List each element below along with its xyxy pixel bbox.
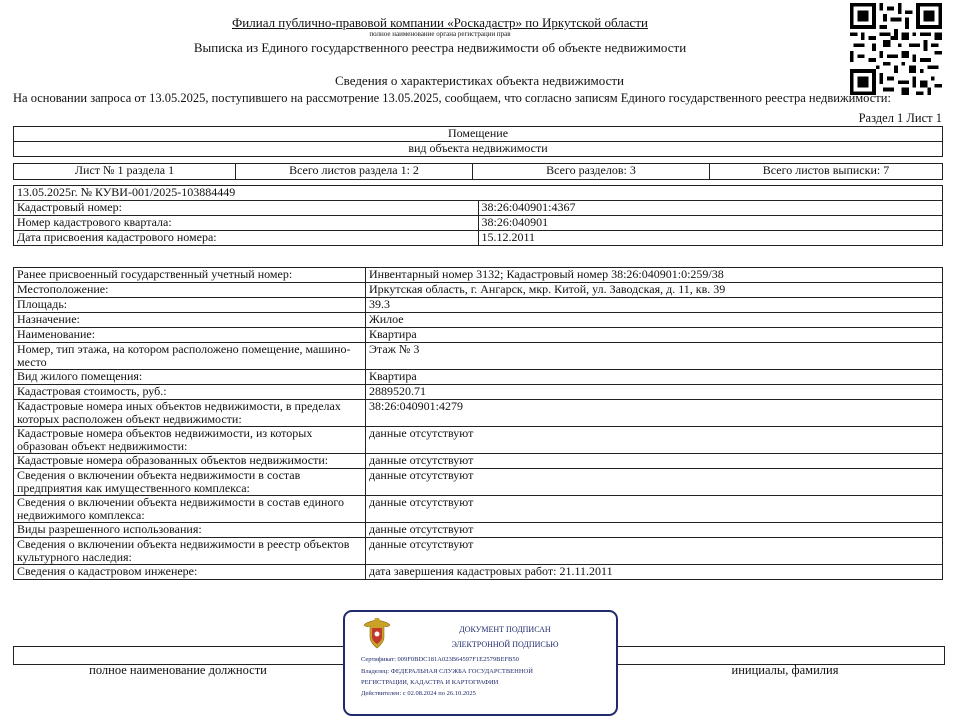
row-value: данные отсутствуют <box>366 538 943 565</box>
row-label: Номер, тип этажа, на котором расположено помещение, машино-место <box>14 343 366 370</box>
row-label: Ранее присвоенный государственный учетный номер: <box>14 268 366 283</box>
table-row <box>14 313 943 328</box>
table-row <box>14 231 943 246</box>
position-caption: полное наименование должности <box>89 663 267 677</box>
row-value: данные отсутствуют <box>366 523 943 538</box>
table-row <box>14 538 943 565</box>
row-label: Сведения о кадастровом инженере: <box>14 565 366 580</box>
stamp-subtitle: ЭЛЕКТРОННОЙ ПОДПИСЬЮ <box>451 640 559 649</box>
row-label: Назначение: <box>14 313 366 328</box>
table-row <box>14 565 943 580</box>
row-label: Местоположение: <box>14 283 366 298</box>
organization-name: Филиал публично-правовой компании «Роскадастр» по Иркутской области <box>232 15 648 30</box>
sheets-table <box>13 163 943 180</box>
row-label: Кадастровые номера объектов недвижимости, из которых образован объект недвижимости: <box>14 427 366 454</box>
stamp-owner-line2: РЕГИСТРАЦИИ, КАДАСТРА И КАРТОГРАФИИ <box>361 679 499 686</box>
total-section-sheets: Всего листов раздела 1: 2 <box>236 164 473 180</box>
row-value: 38:26:040901 <box>478 216 943 231</box>
row-label: Вид жилого помещения: <box>14 370 366 385</box>
table-row <box>14 454 943 469</box>
row-value: 38:26:040901:4367 <box>478 201 943 216</box>
table-row <box>14 370 943 385</box>
row-value: Квартира <box>366 328 943 343</box>
row-value: Этаж № 3 <box>366 343 943 370</box>
row-label: Сведения о включении объекта недвижимости в реестр объектов культурного наследия: <box>14 538 366 565</box>
row-value: данные отсутствуют <box>366 427 943 454</box>
stamp-title: ДОКУМЕНТ ПОДПИСАН <box>459 625 551 634</box>
table-row <box>14 283 943 298</box>
table-row <box>14 496 943 523</box>
stamp-validity: Действителен: с 02.08.2024 по 26.10.2025 <box>361 690 476 697</box>
row-value: 39.3 <box>366 298 943 313</box>
row-value: Инвентарный номер 3132; Кадастровый номер 38:26:040901:0:259/38 <box>366 268 943 283</box>
table-row <box>14 298 943 313</box>
object-type-caption: вид объекта недвижимости <box>14 142 943 157</box>
coat-of-arms-icon <box>361 617 393 651</box>
electronic-signature-stamp <box>343 610 618 716</box>
table-row <box>14 201 943 216</box>
row-label: Кадастровая стоимость, руб.: <box>14 385 366 400</box>
row-value: Квартира <box>366 370 943 385</box>
identification-table <box>13 185 943 246</box>
row-label: Площадь: <box>14 298 366 313</box>
row-label: Номер кадастрового квартала: <box>14 216 479 231</box>
stamp-owner-line1: Владелец: ФЕДЕРАЛЬНАЯ СЛУЖБА ГОСУДАРСТВЕННОЙ <box>361 668 533 675</box>
row-value: данные отсутствуют <box>366 496 943 523</box>
table-row <box>14 400 943 427</box>
document-title: Выписка из Единого государственного реестра недвижимости об объекте недвижимости <box>193 40 687 55</box>
total-sections: Всего разделов: 3 <box>473 164 710 180</box>
row-value: Иркутская область, г. Ангарск, мкр. Китой, ул. Заводская, д. 11, кв. 39 <box>366 283 943 298</box>
section-title: Сведения о характеристиках объекта недвижимости <box>334 73 625 88</box>
table-row <box>14 216 943 231</box>
table-row <box>14 385 943 400</box>
characteristics-table <box>13 267 943 580</box>
sheet-number: Лист № 1 раздела 1 <box>14 164 236 180</box>
row-value: дата завершения кадастровых работ: 21.11.2011 <box>366 565 943 580</box>
table-row <box>14 427 943 454</box>
row-label: Кадастровые номера образованных объектов недвижимости: <box>14 454 366 469</box>
row-label: Кадастровый номер: <box>14 201 479 216</box>
row-value: данные отсутствуют <box>366 469 943 496</box>
row-label: Наименование: <box>14 328 366 343</box>
row-label: Сведения о включении объекта недвижимости в состав предприятия как имущественного комплекса: <box>14 469 366 496</box>
table-row <box>14 469 943 496</box>
row-value: 15.12.2011 <box>478 231 943 246</box>
total-extract-sheets: Всего листов выписки: 7 <box>710 164 943 180</box>
table-row <box>14 343 943 370</box>
row-value: данные отсутствуют <box>366 454 943 469</box>
initials-caption: инициалы, фамилия <box>731 663 839 677</box>
table-row <box>14 328 943 343</box>
request-basis-text: На основании запроса от 13.05.2025, поступившего на рассмотрение 13.05.2025, сообщаем, что согласно записям Единого государственного реестра недвижимости: <box>13 91 891 105</box>
row-label: Виды разрешенного использования: <box>14 523 366 538</box>
organization-caption: полное наименование органа регистрации прав <box>369 30 511 38</box>
table-row <box>14 268 943 283</box>
row-value: 2889520.71 <box>366 385 943 400</box>
row-label: Дата присвоения кадастрового номера: <box>14 231 479 246</box>
table-row <box>14 523 943 538</box>
object-type-table <box>13 126 943 157</box>
object-type: Помещение <box>14 127 943 142</box>
stamp-certificate: Сертификат: 009F0BDC181A023B64597F1E2579BEFB50 <box>361 656 519 663</box>
request-number: 13.05.2025г. № КУВИ-001/2025-103884449 <box>14 186 943 201</box>
row-value: 38:26:040901:4279 <box>366 400 943 427</box>
section-sheet-label: Раздел 1 Лист 1 <box>858 111 942 125</box>
row-label: Сведения о включении объекта недвижимости в состав единого недвижимого комплекса: <box>14 496 366 523</box>
row-label: Кадастровые номера иных объектов недвижимости, в пределах которых расположен объект недвижимости: <box>14 400 366 427</box>
row-value: Жилое <box>366 313 943 328</box>
